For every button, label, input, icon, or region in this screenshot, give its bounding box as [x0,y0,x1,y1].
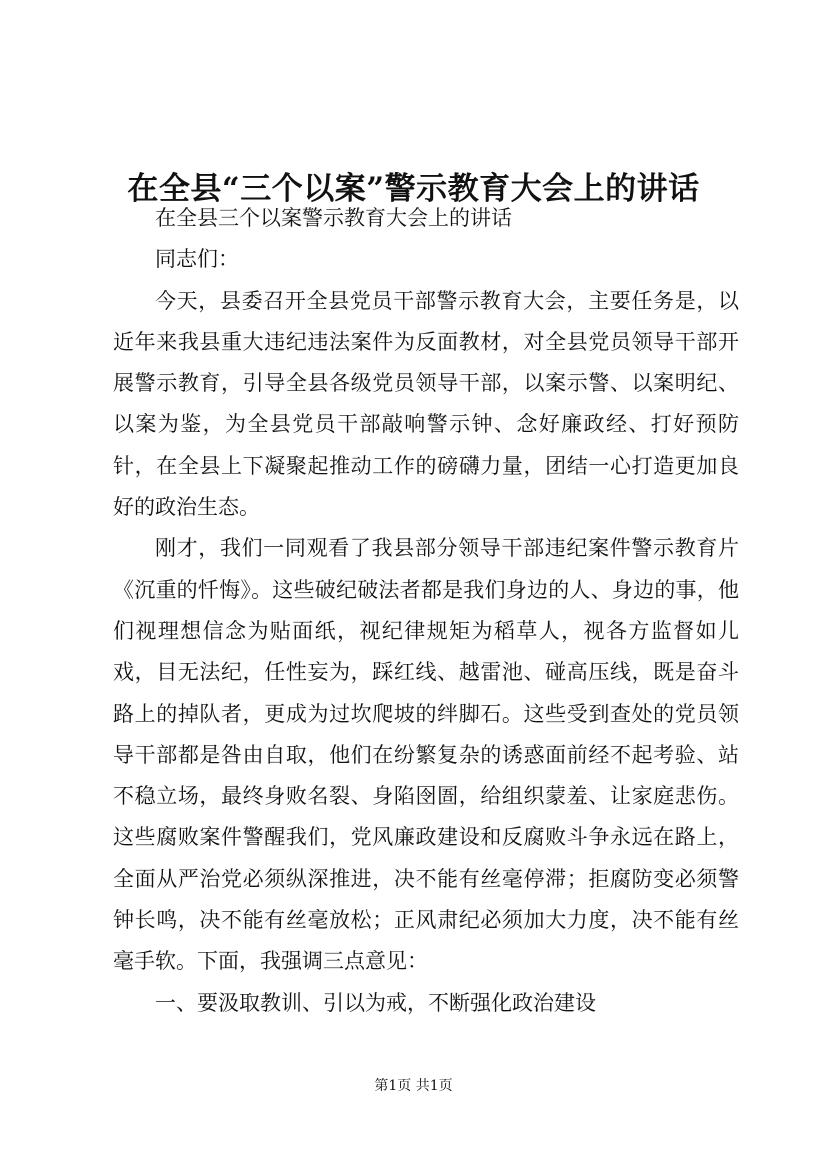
page-footer: 第1页 共1页 [374,1078,453,1094]
body-paragraph-2: 刚才，我们一同观看了我县部分领导干部违纪案件警示教育片《沉重的忏悔》。这些破纪破法者都是我们身边的人、身边的事，他们视理想信念为贴面纸，视纪律规矩为稻草人，视各方监督如儿戏，目无法纪，任性妄为，踩红线、越雷池、碰高压线，既是奋斗路上的掉队者，更成为过坎爬坡的绊脚石。这些受到查处的党员领导干部都是咎由自取，他们在纷繁复杂的诱惑面前经不起考验、站不稳立场，最终身败名裂、身陷囹圄，给组织蒙羞、让家庭悲伤。这些腐败案件警醒我们，党风廉政建设和反腐败斗争永远在路上，全面从严治党必须纵深推进，决不能有丝毫停滞；拒腐防变必须警钟长鸣，决不能有丝毫放松；正风肃纪必须加大力度，决不能有丝毫手软。下面，我强调三点意见： [113,536,739,974]
subtitle-paragraph: 在全县三个以案警示教育大会上的讲话 [155,206,512,230]
body-paragraph-1: 今天，县委召开全县党员干部警示教育大会，主要任务是，以近年来我县重大违纪违法案件为反面教材，对全县党员领导干部开展警示教育，引导全县各级党员领导干部，以案示警、以案明纪、以案为鉴，为全县党员干部敲响警示钟、念好廉政经、打好预防针，在全县上下凝聚起推动工作的磅礴力量，团结一心打造更加良好的政治生态。 [113,288,739,520]
salutation-paragraph: 同志们： [155,247,239,272]
section-heading-1: 一、要汲取教训、引以为戒，不断强化政治建设 [155,990,596,1015]
document-body [113,198,739,1024]
document-title: 在全县“三个以案”警示教育大会上的讲话 [127,170,700,207]
